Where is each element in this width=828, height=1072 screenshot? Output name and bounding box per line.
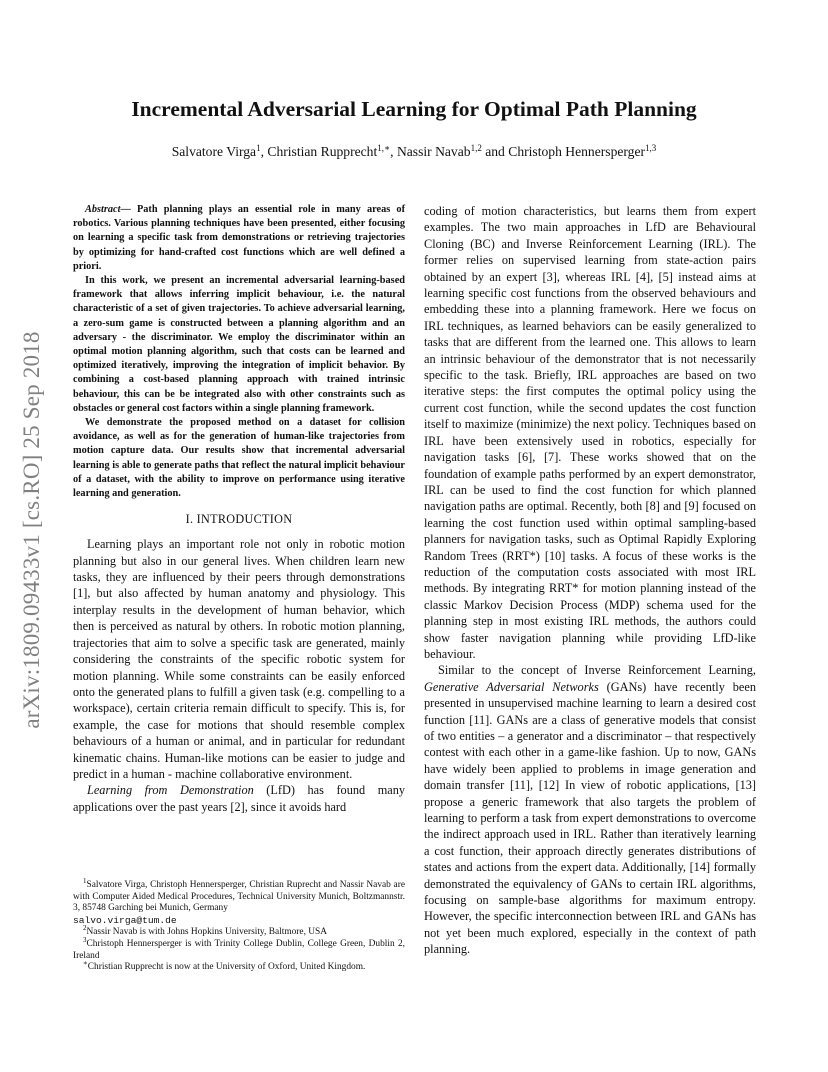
- abstract-paragraph: In this work, we present an incremental adversarial learning-based framework that allows inferring implicit behaviour, i.e. the natural characteristic of a set of given trajectories. To achieve adversarial learning, a zero-sum game is constructed between a planning algorithm and an adversary - the discriminator. We employ the discriminator within an optimal motion planning algorithm, such that costs can be learned and optimized iteratively, improving the integration of implicit behavior. By combining a cost-based planning approach with trained intrinsic behaviour, this can be be integrated also with other constraints such as obstacles or general cost factors within a single planning framework.: [73, 275, 405, 414]
- arxiv-stamp: [2, 290, 56, 770]
- emphasis-term: Generative Adversarial Networks: [424, 679, 599, 694]
- abstract-label: Abstract: [85, 204, 121, 215]
- author-affiliation: 1,3: [645, 143, 657, 153]
- author-conjunction: and: [481, 144, 509, 159]
- footnote: [73, 924, 405, 939]
- right-column: [424, 203, 756, 958]
- author-name: Christoph Hennersperger: [508, 144, 646, 159]
- author-list: [0, 144, 828, 160]
- footnote-mark: 3: [83, 935, 87, 944]
- left-column: [73, 203, 405, 815]
- footnote-text: Nassir Navab is with Johns Hopkins University, Baltmore, USA: [86, 927, 328, 938]
- footnote-mark: 2: [83, 924, 87, 933]
- author-separator: ,: [390, 144, 397, 159]
- footnote: [73, 959, 405, 974]
- author-name: Christian Rupprecht: [267, 144, 378, 159]
- footnote-text: Salvatore Virga, Christoph Hennersperger, Christian Ruprecht and Nassir Navab are with Computer Aided Medical Procedures, Technical University Munich, Boltzmannstr. 3, 85748 Garching bei Munich, Germany: [73, 880, 405, 914]
- footnote-text: Christian Rupprecht is now at the University of Oxford, United Kingdom.: [87, 962, 366, 973]
- body-paragraph: coding of motion characteristics, but learns them from expert examples. The two main approaches in LfD are Behavioural Cloning (BC) and Inverse Reinforcement Learning (IRL). The former relies on supervised learning from state-action pairs obtained by an expert [3], whereas IRL [4], [5] instead aims at learning specific cost functions from the observed behaviours and embedding these into a planning framework. Here we focus on IRL techniques, as learned behaviors can be easily generalized to tasks that are different from the learned one. This allows to learn an intrinsic behaviour of the demonstrator that is not necessarily specific to the task. Briefly, IRL approaches are based on two iterative steps: the first computes the optimal policy using the current cost function, while the second updates the cost function itself to maximize (minimize) the next policy. Techniques based on IRL have been extensively used in robotics, especially for navigation tasks [6], [7]. These works showed that on the foundation of example paths performed by an expert demonstrator, IRL can be used to find the cost function for which planned navigation paths are optimal. Recently, both [8] and [9] focused on learning the cost function used within optimal sampling-based planners for navigation tasks, such as Optimal Rapidly Exploring Random Trees (RRT*) [10] tasks. A focus of these works is the reduction of the computation costs associated with most IRL methods. By integrating RRT* for motion planning instead of the classic Markov Decision Process (MDP) schema used for the planning step in most existing IRL methods, the authors could show faster navigation planning while providing LfD-like behaviour.: [424, 204, 756, 661]
- arxiv-identifier[interactable]: arXiv:1809.09433v1 [cs.RO] 25 Sep 2018: [19, 331, 44, 729]
- abstract-text: — Path planning plays an essential role in many areas of robotics. Various planning techniques have been presented, either focusing on learning a specific task from demonstrations or retrieving trajectories by optimizing for hand-crafted cost functions which are well defined a priori.: [73, 204, 405, 272]
- abstract-paragraph: [73, 203, 405, 274]
- author-name: Salvatore Virga: [171, 144, 257, 159]
- author-affiliation: 1,2: [470, 143, 482, 153]
- body-text: (LfD) has found many applications over the past years [2], since it avoids hard: [73, 783, 406, 814]
- author-affiliation: 1,∗: [377, 143, 391, 153]
- emphasis-term: Learning from Demonstration: [87, 783, 254, 798]
- footnote: [73, 935, 405, 962]
- section-heading: I. INTRODUCTION: [185, 512, 293, 527]
- author-email-link[interactable]: salvo.virga@tum.de: [73, 914, 177, 926]
- footnote-mark: 1: [83, 877, 87, 885]
- footnote-mark: ∗: [83, 959, 88, 968]
- body-text: Similar to the concept of Inverse Reinforcement Learning,: [438, 663, 756, 678]
- body-paragraph: [424, 662, 756, 957]
- abstract-paragraph: We demonstrate the proposed method on a dataset for collision avoidance, as well as for the generation of human-like trajectories from motion capture data. Our results show that incremental adversarial learning is able to generate paths that reflect the natural implicit behaviour of a dataset, with the ability to improve on performance using iterative learning and generation.: [73, 417, 405, 500]
- author-separator: ,: [260, 144, 268, 159]
- footnotes: [73, 877, 405, 974]
- footnote: [73, 877, 405, 927]
- author-affiliation: 1: [256, 143, 261, 153]
- author-name: Nassir Navab: [396, 144, 471, 159]
- body-paragraph: [73, 782, 405, 815]
- body-paragraph: Learning plays an important role not only in robotic motion planning but also in our general lives. When children learn new tasks, they are influenced by their peers through demonstrations [1], but also affected by human anatomy and physiology. This interplay results in the development of human behavior, which then is perceived as natural by others. In robotic motion planning, trajectories that aim to solve a specific task are generated, mainly considering the constraints of the specific robotic system for motion planning. While some constraints can be easily enforced onto the generated plans to fulfill a given task (e.g. compelling to a workspace), certain criteria remain difficult to specify. This is, for example, the case for motions that should resemble complex behaviours of a human or animal, and in particular for redundant kinematic chains. Human-like motions can be easier to judge and predict in a human - machine collaborative environment.: [73, 537, 405, 781]
- body-text: (GANs) have recently been presented in unsupervised machine learning to learn a desired cost function [11]. GANs are a class of generative models that consist of two entities – a generator and a discriminator – that respectively contest with each other in a game-like fashion. Up to now, GANs have widely been applied to problems in image generation and domain transfer [11], [12] In view of robotic applications, [13] propose a generic framework that also targets the problem of learning to perform a task from expert demonstrations to overcome the indirect approach used in IRL. Rather than iteratively learning a cost function, their approach directly generates distributions of states and actions from the expert data. Additionally, [14] formally demonstrated the equivalency of GANs to certain IRL algorithms, focusing on sample-base algorithms for maximum entropy. However, the specific interconnection between IRL and GANs has not yet been much explored, especially in the context of path planning.: [424, 679, 756, 957]
- paper-title: Incremental Adversarial Learning for Optimal Path Planning: [131, 97, 697, 121]
- footnote-text: Christoph Hennersperger is with Trinity College Dublin, College Green, Dublin 2, Ireland: [73, 938, 405, 961]
